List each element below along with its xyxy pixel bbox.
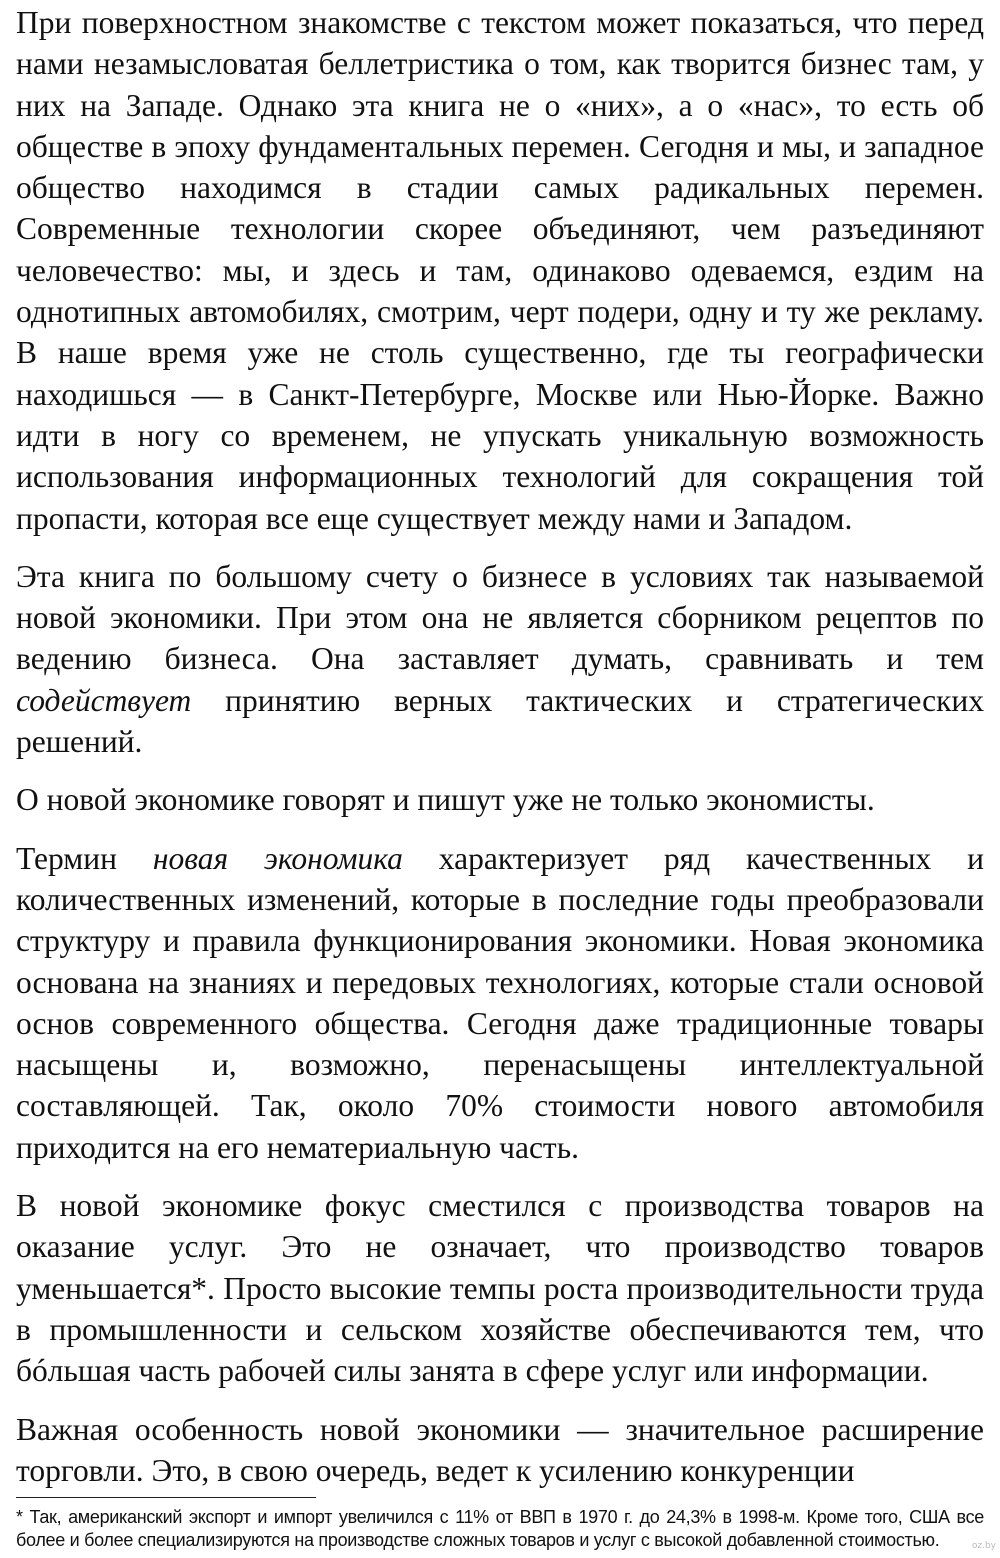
paragraph-5-accented-word: бóльшая [16, 1353, 131, 1389]
paragraph-4 [16, 838, 984, 1168]
paragraph-5-text-start: В новой экономике фокус сместился с производства товаров на оказание услуг. Это не означает, что производство товаров уменьшается*. Просто высокие темпы роста производительности труда в промышленности и сельском хозяйстве обеспечиваются тем, что [16, 1188, 984, 1347]
paragraph-2-text-end: принятию верных тактических и стратегических решений. [16, 682, 984, 760]
paragraph-2-emphasis: содействует [16, 682, 192, 718]
paragraph-2-text-start: Эта книга по большому счету о бизнесе в условиях так называемой новой экономики. При этом она не является сборником рецептов по ведению бизнеса. Она заставляет думать, сравнивать и тем [16, 558, 984, 677]
paragraph-3: О новой экономике говорят и пишут уже не только экономисты. [16, 782, 875, 818]
paragraph-5 [16, 1185, 984, 1391]
book-page-body [16, 2, 984, 1491]
paragraph-4-text-start: Термин [16, 840, 153, 876]
footnote: * Так, американский экспорт и импорт увеличился с 11% от ВВП в 1970 г. до 24,3% в 1998-м. Кроме того, США все более и более специализируются на производстве сложных товаров и услуг с высокой добавленной стоимостью. [16, 1507, 984, 1550]
paragraph-4-text-end: характеризует ряд качественных и количественных изменений, которые в последние годы преобразовали структуру и правила функционирования экономики. Новая экономика основана на знаниях и передовых технологиях, которые стали основой основ современного общества. Сегодня даже традиционные товары насыщены и, возможно, перенасыщены интеллектуальной составляющей. Так, около 70% стоимости нового автомобиля приходится на его нематериальную часть. [16, 840, 984, 1165]
paragraph-6: Важная особенность новой экономики — значительное расширение торговли. Это, в свою очередь, ведет к усилению конкуренции [16, 1411, 984, 1488]
paragraph-5-text-end: часть рабочей силы занята в сфере услуг или информации. [130, 1353, 929, 1389]
paragraph-4-term: новая экономика [152, 840, 403, 876]
watermark: oz.by [971, 1541, 996, 1551]
paragraph-1: При поверхностном знакомстве с текстом может показаться, что перед нами незамысловатая беллетристика о том, как творится бизнес там, у них на Западе. Однако эта книга не о «них», а о «нас», то есть об обществе в эпоху фундаментальных перемен. Сегодня и мы, и западное общество находимся в стадии самых радикальных перемен. Современные технологии скорее объединяют, чем разъединяют человечество: мы, и здесь и там, одинаково одеваемся, ездим на однотипных автомобилях, смотрим, черт подери, одну и ту же рекламу. В наше время уже не столь существенно, где ты географически находишься — в Санкт-Петербурге, Москве или Нью-Йорке. Важно идти в ногу со временем, не упускать уникальную возможность использования информационных технологий для сокращения той пропасти, которая все еще существует между нами и Западом. [16, 5, 984, 536]
paragraph-2 [16, 556, 984, 762]
footnote-divider [16, 1497, 316, 1498]
